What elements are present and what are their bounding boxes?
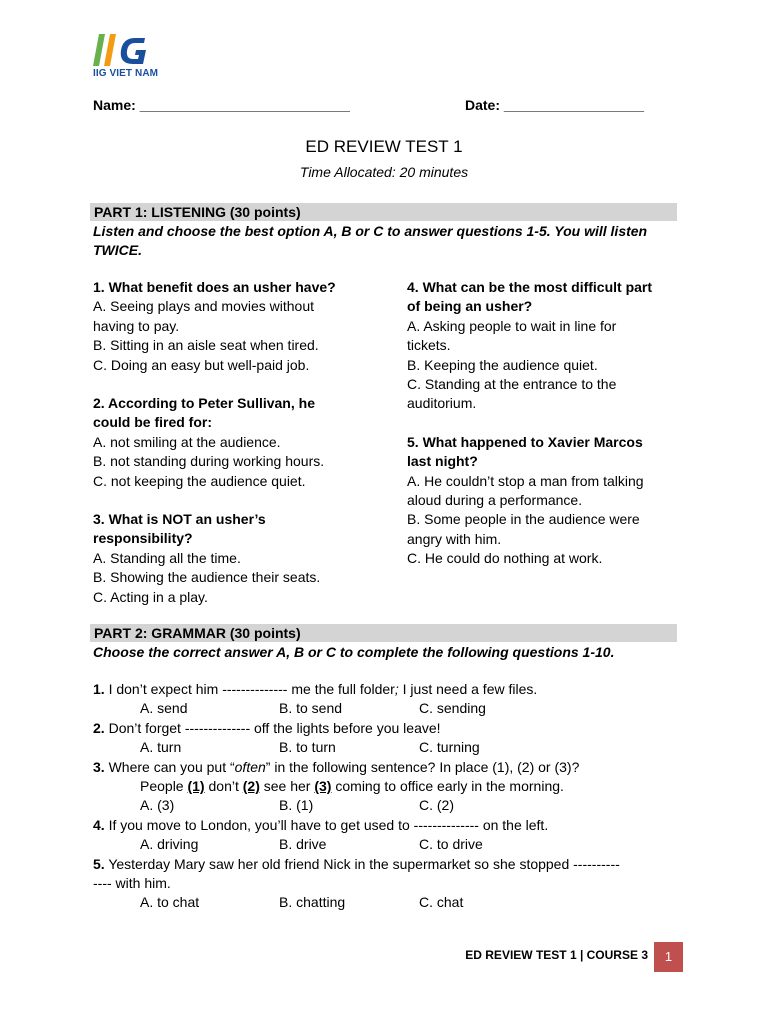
question-3: 3. What is NOT an usher’s responsibility? A. Standing all the time. B. Showing the audience their seats. C. Acting in a play. <box>93 510 393 607</box>
option: B. Showing the audience their seats. <box>93 569 321 586</box>
question-5: 5. What happened to Xavier Marcos last night? A. He couldn’t stop a man from talking aloud during a performance. B. Some people in the audience were angry with him. C. He could do nothing at work. <box>407 433 687 569</box>
option-c: C. to drive <box>419 836 483 853</box>
part2-heading: PART 2: GRAMMAR (30 points) <box>94 625 301 641</box>
name-field <box>93 97 350 113</box>
page-title: ED REVIEW TEST 1 <box>305 137 463 156</box>
options-row <box>93 796 683 815</box>
option-c: C. (2) <box>419 797 454 814</box>
option: B. Keeping the audience quiet. <box>407 356 598 373</box>
name-blank: ___________________________ <box>139 97 350 113</box>
date-field <box>465 97 644 113</box>
option: C. not keeping the audience quiet. <box>93 472 306 489</box>
option-b: B. to turn <box>279 739 336 756</box>
date-blank: __________________ <box>503 97 645 113</box>
option-a: A. send <box>140 700 188 717</box>
option: C. He could do nothing at work. <box>407 550 603 567</box>
option-c: C. sending <box>419 700 486 717</box>
option-b: B. chatting <box>279 894 346 911</box>
options-row <box>93 893 683 912</box>
option: A. Standing all the time. <box>93 549 241 566</box>
question-2: 2. According to Peter Sullivan, he could be fired for: A. not smiling at the audience. B. not standing during working hours. C. not keeping the audience quiet. <box>93 394 393 491</box>
time-allocated: Time Allocated: 20 minutes <box>299 164 469 180</box>
part1-right-column <box>407 278 687 569</box>
option: B. not standing during working hours. <box>93 453 325 470</box>
part2-heading-bar <box>90 624 677 642</box>
option-a: A. driving <box>140 836 199 853</box>
name-label: Name: <box>93 97 136 113</box>
question-3-sentence: People (1) don’t (2) see her (3) coming to office early in the morning. <box>140 778 564 794</box>
option: C. Doing an easy but well-paid job. <box>93 356 310 373</box>
part1-left-column <box>93 278 393 607</box>
question-4: 4. What can be the most difficult part of being an usher? A. Asking people to wait in line for tickets. B. Keeping the audience quiet. C. Standing at the entrance to the auditorium. <box>407 278 687 414</box>
option: A. not smiling at the audience. <box>93 433 281 450</box>
grammar-question-1: 1. I don’t expect him -------------- me the full folder; I just need a few files. <box>93 681 538 697</box>
option: B. Sitting in an aisle seat when tired. <box>93 337 319 354</box>
option-b: B. (1) <box>279 797 314 814</box>
option: A. Asking people to wait in line for <box>407 317 617 334</box>
footer-label: ED REVIEW TEST 1 | COURSE 3 <box>465 948 648 962</box>
option: C. Acting in a play. <box>93 588 208 605</box>
option-a: A. to chat <box>140 894 200 911</box>
question-1: 1. What benefit does an usher have? A. Seeing plays and movies without having to pay. B. Sitting in an aisle seat when tired. C. Doing an easy but well-paid job. <box>93 278 393 375</box>
grammar-question-2: 2. Don’t forget -------------- off the lights before you leave! <box>93 719 441 736</box>
option-a: A. turn <box>140 739 182 756</box>
grammar-question-5: 5. Yesterday Mary saw her old friend Nick in the supermarket so she stopped ---------- <box>93 855 620 872</box>
option: A. He couldn’t stop a man from talking <box>407 472 644 489</box>
logo-text: IIG VIET NAM <box>93 68 159 79</box>
option-c: C. turning <box>419 739 480 756</box>
part1-heading: PART 1: LISTENING (30 points) <box>94 204 301 220</box>
part2-instruction: Choose the correct answer A, B or C to complete the following questions 1-10. <box>93 644 615 660</box>
date-label: Date: <box>465 97 501 113</box>
options-row <box>93 835 683 854</box>
part1-heading-bar <box>90 203 677 221</box>
page-number-badge: 1 <box>654 942 683 972</box>
options-row <box>93 699 683 718</box>
option-a: A. (3) <box>140 797 175 814</box>
option: A. Seeing plays and movies without <box>93 298 315 315</box>
grammar-question-4: 4. If you move to London, you’ll have to get used to -------------- on the left. <box>93 816 549 833</box>
option-b: B. to send <box>279 700 343 717</box>
grammar-question-3: 3. Where can you put “often” in the following sentence? In place (1), (2) or (3)? <box>93 758 580 775</box>
option-b: B. drive <box>279 836 327 853</box>
option: B. Some people in the audience were <box>407 511 640 528</box>
options-row <box>93 738 683 757</box>
grammar-questions: 1. I don’t expect him -------------- me the full folder; I just need a few files. A. send B. to send C. sending 2. Don’t forget -------------- off the lights before you leave! A. turn B. to turn C. turning 3. Where can you put “often” in the following sentence? In place (1), (2) or (3)? People (1) don’t (2) see her (3) coming to office early in the morning. A. (3) B. (1) C. (2) 4. If you move to London, you’ll have to get used to -------------- on the left. A. driving B. drive C. to drive 5. Yesterday Mary saw her old friend Nick in the supermarket so she stopped ---------- ---- with him. A. to chat B. chatting C. chat <box>93 680 683 913</box>
option: C. Standing at the entrance to the <box>407 376 617 393</box>
part1-instruction: Listen and choose the best option A, B or C to answer questions 1-5. You will listen TWICE. <box>93 223 648 258</box>
option-c: C. chat <box>419 894 464 911</box>
